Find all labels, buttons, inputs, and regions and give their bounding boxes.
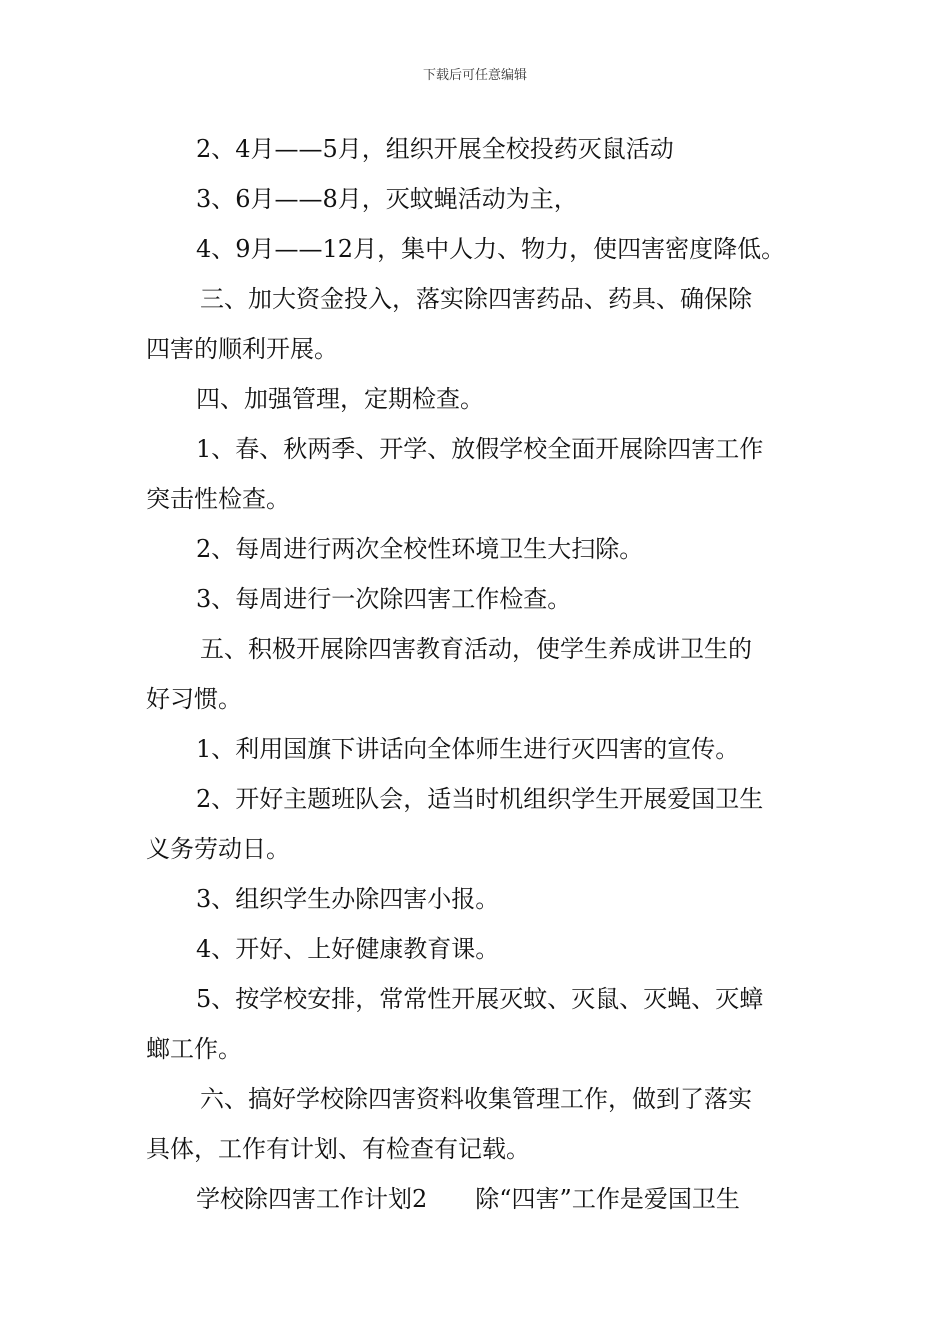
paragraph-line: 2、开好主题班队会，适当时机组织学生开展爱国卫生 — [196, 785, 764, 813]
paragraph-line: 2、每周进行两次全校性环境卫生大扫除。 — [196, 535, 644, 563]
paragraph-line: 五、积极开展除四害教育活动，使学生养成讲卫生的 — [200, 635, 752, 663]
paragraph-line: 四、加强管理，定期检查。 — [196, 385, 484, 413]
paragraph-line: 1、利用国旗下讲话向全体师生进行灭四害的宣传。 — [196, 735, 740, 763]
paragraph-line: 具体，工作有计划、有检查有记载。 — [146, 1135, 530, 1163]
paragraph-line: 3、组织学生办除四害小报。 — [196, 885, 500, 913]
paragraph-line: 3、每周进行一次除四害工作检查。 — [196, 585, 572, 613]
paragraph-line: 4、9月——12月，集中人力、物力，使四害密度降低。 — [196, 235, 786, 263]
paragraph-line: 4、开好、上好健康教育课。 — [196, 935, 500, 963]
paragraph-line: 3、6月——8月，灭蚊蝇活动为主， — [196, 185, 578, 213]
paragraph-line: 义务劳动日。 — [146, 835, 290, 863]
paragraph-line: 螂工作。 — [146, 1035, 242, 1063]
paragraph-line: 好习惯。 — [146, 685, 242, 713]
paragraph-line: 5、按学校安排，常常性开展灭蚊、灭鼠、灭蝇、灭蟑 — [196, 985, 764, 1013]
section-title: 学校除四害工作计划2 — [196, 1185, 428, 1213]
paragraph-line: 2、4月——5月，组织开展全校投药灭鼠活动 — [196, 135, 674, 163]
page-header: 下载后可任意编辑 — [422, 68, 527, 83]
paragraph-line: 突击性检查。 — [146, 485, 290, 513]
section-intro: 除“四害”工作是爱国卫生 — [475, 1185, 740, 1213]
paragraph-line: 三、加大资金投入，落实除四害药品、药具、确保除 — [200, 285, 752, 313]
paragraph-line: 1、春、秋两季、开学、放假学校全面开展除四害工作 — [196, 435, 764, 463]
paragraph-line: 四害的顺利开展。 — [146, 335, 338, 363]
paragraph-line: 六、搞好学校除四害资料收集管理工作，做到了落实 — [200, 1085, 752, 1113]
document-body — [146, 124, 808, 1224]
paragraph-line-last — [146, 1174, 808, 1224]
